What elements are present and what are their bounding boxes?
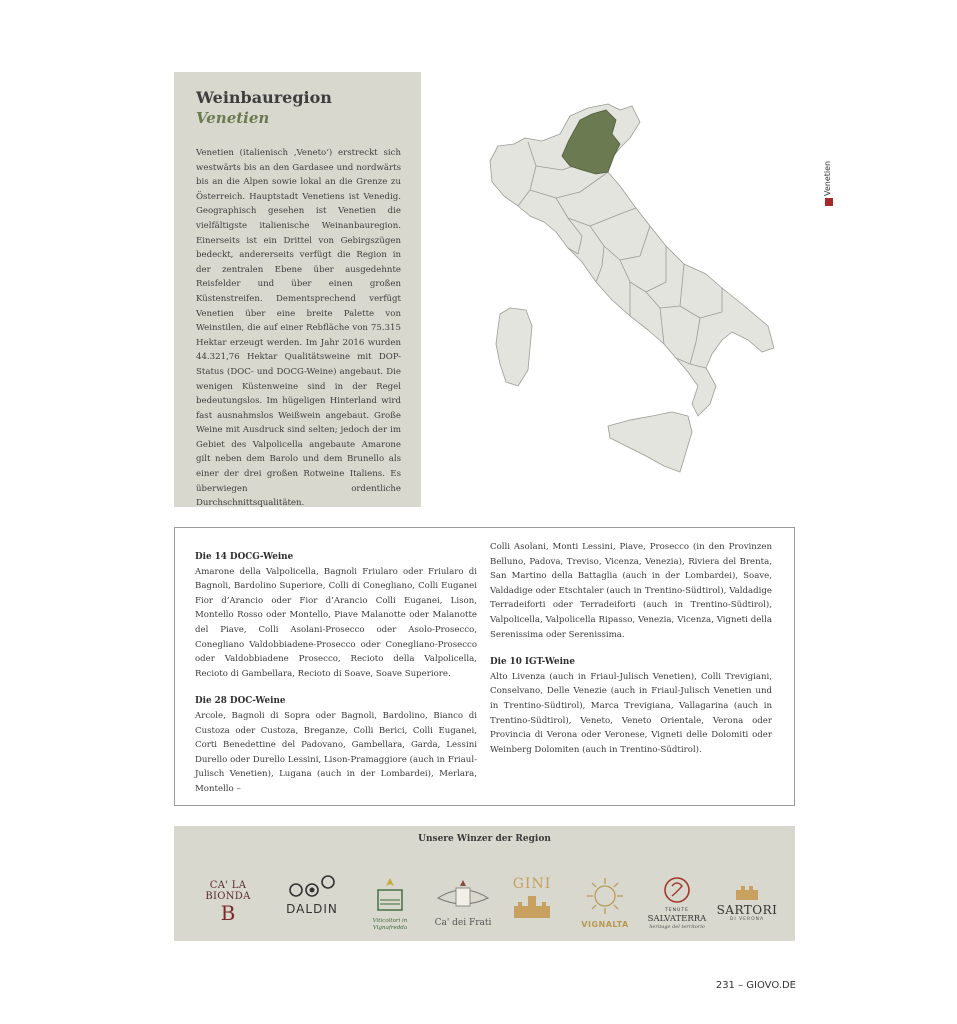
doc-list: Arcole, Bagnoli di Sopra oder Bagnoli, Bardolino, Bianco di Custoza oder Custoza, Breganze, Colli Berici, Colli Euganei, Corti Benedettine del Padovano, Gambellara, Garda, Lessini Durello oder Durello Lessini, Lison-Pramaggiore (auch in Friaul-Julisch Venetien), Lugana (auch in der Lombardei), Merlara, Montello – xyxy=(195,710,477,794)
page-footer: 231 – GIOVO.DE xyxy=(715,980,796,991)
daldin-circles-icon xyxy=(282,874,342,898)
logo-gini[interactable] xyxy=(504,876,560,922)
logo-daldin[interactable] xyxy=(276,874,348,916)
ca-dei-frati-crest-icon xyxy=(432,876,494,914)
logo-text: GINI xyxy=(512,876,552,892)
logo-text-small: TENUTE xyxy=(665,908,689,913)
side-tab-label: Venetien xyxy=(823,160,832,196)
side-tab xyxy=(823,150,835,206)
side-tab-marker xyxy=(825,198,833,206)
wine-column-left xyxy=(195,550,477,810)
sartori-crest-icon xyxy=(732,882,762,900)
logo-tagline: heritage del territorio xyxy=(649,924,705,930)
logo-text: CA' LA BIONDA xyxy=(205,880,251,902)
region-heading: Weinbauregion xyxy=(196,88,332,107)
doc-heading: Die 28 DOC-Weine xyxy=(195,696,286,707)
logo-ca-dei-frati[interactable] xyxy=(430,876,496,928)
igt-list: Alto Livenza (auch in Friaul-Julisch Venetien), Colli Trevigiani, Conselvano, Delle Venezie (auch in Friaul-Julisch Venetien und in Trentino-Südtirol), Marca Trevigiana, Vallagarina (auch in Trentino-Südtirol), Veneto, Veneto Orientale, Verona oder Provincia di Verona oder Veronese, Vigneti delle Dolomiti oder Weinberg Dolomiten (auch in Trentino-Südtirol). xyxy=(490,671,772,755)
docg-heading: Die 14 DOCG-Weine xyxy=(195,552,294,562)
logo-text: VIGNALTA xyxy=(581,920,629,929)
logo-text: DALDIN xyxy=(286,902,338,916)
logo-sartori[interactable] xyxy=(712,882,782,922)
wine-list-box xyxy=(174,527,795,806)
logo-text: Viticoltori in Vignafredda xyxy=(372,918,408,931)
intro-box xyxy=(174,72,421,507)
wine-column-right xyxy=(490,540,772,770)
map-mainland xyxy=(490,104,774,416)
map-sicily xyxy=(608,412,692,472)
logo-ca-la-bionda[interactable] xyxy=(188,880,268,924)
intro-paragraph: Venetien (italienisch ‚Veneto‘) erstreckt sich westwärts bis an den Gardasee und nordwärts bis an die Alpen sowie lokal an die Grenze zu Österreich. Hauptstadt Venetiens ist Venedig. Geographisch gesehen ist Venetien die vielfältigste italienische Weinanbauregion. Einerseits ist ein Drittel von Gebirgszügen bedeckt, andererseits verfügt die Region in der zentralen Ebene über ausgedehnte Reisfelder und über einen großen Küstenstreifen. Dementsprechend verfügt Venetien über eine breite Palette von Weinstilen, die auf einer Rebfläche von 75.315 Hektar erzeugt werden. Im Jahr 2016 wurden 44.321,76 Hektar Qualitätsweine mit DOP-Status (DOC- und DOCG-Weine) angebaut. Die wenigen Küstenweine sind in der Regel bedeutungslos. Im hügeligen Hinterland wird fast ausnahmslos Weißwein angebaut. Große Weine mit Ausdruck sind selten; jedoch der im Gebiet des Valpolicella angebaute Amarone gilt neben dem Barolo und dem Brunello als einer der drei großen Rotweine Italiens. Es überwiegen ordentliche Durchschnittsqualitäten. xyxy=(196,148,401,509)
docg-list: Amarone della Valpolicella, Bagnoli Friularo oder Friularo di Bagnoli, Bardolino Superiore, Colli di Conegliano, Colli Euganei Fior d’Arancio oder Fior d’Arancio Colli Euganei, Lison, Montello Rosso oder Montello, Piave Malanotte oder Malanotte del Piave, Colli Asolani-Prosecco oder Asolo-Prosecco, Conegliano Valdobbiadene-Prosecco oder Conegliano-Prosecco oder Valdobbiadene Prosecco, Recioto della Valpolicella, Recioto di Gambellara, Recioto di Soave, Soave Superiore. xyxy=(195,566,477,679)
region-name: Venetien xyxy=(196,109,270,127)
winery-box xyxy=(174,826,795,941)
logo-mark: B xyxy=(220,901,236,925)
logo-text-small: DI VERONA xyxy=(729,917,765,922)
logo-salvaterra[interactable] xyxy=(642,876,712,931)
igt-heading: Die 10 IGT-Weine xyxy=(490,657,575,668)
winery-title: Unsere Winzer der Region xyxy=(418,834,551,844)
logo-vignalta[interactable] xyxy=(570,876,640,929)
gini-castle-icon xyxy=(510,892,554,918)
logo-montecchia[interactable] xyxy=(358,876,422,932)
map-sardinia xyxy=(496,308,532,386)
logo-text: SARTORI xyxy=(716,903,778,917)
doc-list-continued: Colli Asolani, Monti Lessini, Piave, Prosecco (in den Provinzen Belluno, Padova, Treviso, Vicenza, Venezia), Riviera del Brenta, San Martino della Battaglia (auch in der Lombardei), Soave, Valdadige oder Etschtaler (auch in Trentino-Südtirol), Valdadige Terradeiforti oder Terradeiforti (auch in Trentino-Südtirol), Valpolicella, Valpolicella Ripasso, Venezia, Vicenza, Vigneti della Serenissima oder Serenissima. xyxy=(490,542,772,640)
vignalta-sun-icon xyxy=(584,876,626,916)
logo-text: SALVATERRA xyxy=(647,914,707,924)
montecchia-emblem-icon xyxy=(370,876,410,914)
italy-map xyxy=(470,86,780,481)
logo-text: Ca' dei Frati xyxy=(434,918,492,928)
salvaterra-emblem-icon xyxy=(663,876,691,904)
